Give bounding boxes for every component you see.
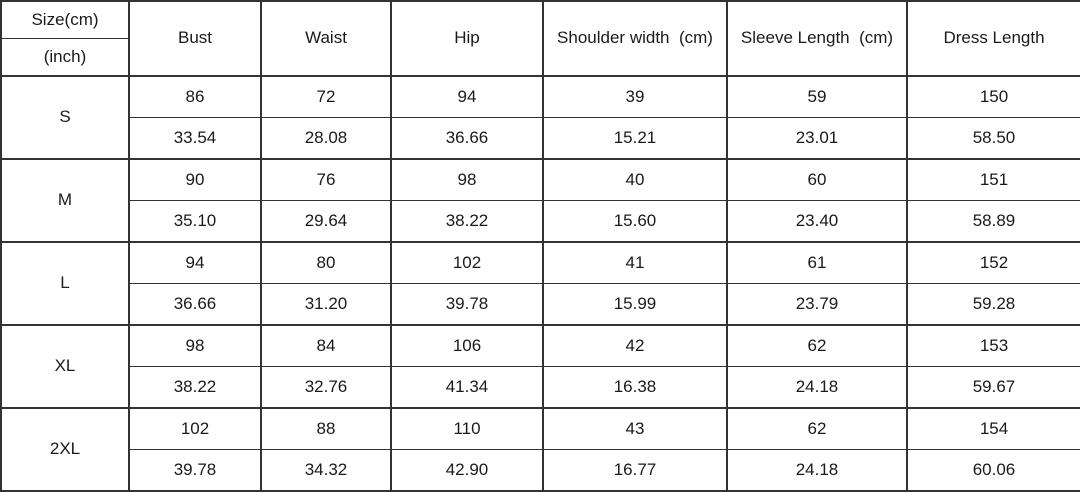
value-cell: 24.18 (727, 366, 907, 408)
value-cell: 41 (543, 242, 727, 284)
table-row (1, 366, 1080, 408)
value-cell: 106 (391, 325, 543, 367)
value-cell: 39.78 (391, 283, 543, 325)
header-size-cm: Size(cm) (1, 1, 129, 38)
value-cell: 29.64 (261, 200, 391, 242)
table-row (1, 76, 1080, 118)
header-size-inch: (inch) (1, 38, 129, 75)
value-cell: 34.32 (261, 449, 391, 491)
size-label: S (1, 76, 129, 159)
value-cell: 38.22 (129, 366, 261, 408)
size-label: 2XL (1, 408, 129, 491)
value-cell: 36.66 (391, 117, 543, 159)
header-waist: Waist (261, 1, 391, 76)
table-row (1, 200, 1080, 242)
value-cell: 38.22 (391, 200, 543, 242)
header-row-top (1, 1, 1080, 38)
value-cell: 31.20 (261, 283, 391, 325)
value-cell: 16.77 (543, 449, 727, 491)
value-cell: 39.78 (129, 449, 261, 491)
value-cell: 94 (129, 242, 261, 284)
size-label: XL (1, 325, 129, 408)
value-cell: 151 (907, 159, 1080, 201)
table-row (1, 283, 1080, 325)
table-row (1, 325, 1080, 367)
value-cell: 36.66 (129, 283, 261, 325)
header-sleeve-length: Sleeve Length (cm) (727, 1, 907, 76)
size-label: L (1, 242, 129, 325)
value-cell: 86 (129, 76, 261, 118)
value-cell: 98 (391, 159, 543, 201)
value-cell: 58.89 (907, 200, 1080, 242)
table-row (1, 408, 1080, 450)
value-cell: 43 (543, 408, 727, 450)
value-cell: 28.08 (261, 117, 391, 159)
value-cell: 40 (543, 159, 727, 201)
value-cell: 42.90 (391, 449, 543, 491)
value-cell: 76 (261, 159, 391, 201)
value-cell: 23.40 (727, 200, 907, 242)
header-shoulder-width: Shoulder width (cm) (543, 1, 727, 76)
value-cell: 59.28 (907, 283, 1080, 325)
value-cell: 33.54 (129, 117, 261, 159)
value-cell: 150 (907, 76, 1080, 118)
table-row (1, 117, 1080, 159)
value-cell: 16.38 (543, 366, 727, 408)
value-cell: 90 (129, 159, 261, 201)
value-cell: 41.34 (391, 366, 543, 408)
value-cell: 153 (907, 325, 1080, 367)
value-cell: 32.76 (261, 366, 391, 408)
header-hip: Hip (391, 1, 543, 76)
value-cell: 15.99 (543, 283, 727, 325)
value-cell: 42 (543, 325, 727, 367)
value-cell: 61 (727, 242, 907, 284)
value-cell: 59 (727, 76, 907, 118)
value-cell: 102 (129, 408, 261, 450)
value-cell: 59.67 (907, 366, 1080, 408)
value-cell: 58.50 (907, 117, 1080, 159)
header-bust: Bust (129, 1, 261, 76)
value-cell: 152 (907, 242, 1080, 284)
value-cell: 60.06 (907, 449, 1080, 491)
value-cell: 102 (391, 242, 543, 284)
value-cell: 88 (261, 408, 391, 450)
value-cell: 23.01 (727, 117, 907, 159)
value-cell: 23.79 (727, 283, 907, 325)
value-cell: 154 (907, 408, 1080, 450)
table-row (1, 159, 1080, 201)
value-cell: 60 (727, 159, 907, 201)
table-row (1, 242, 1080, 284)
value-cell: 110 (391, 408, 543, 450)
value-cell: 15.21 (543, 117, 727, 159)
value-cell: 24.18 (727, 449, 907, 491)
value-cell: 62 (727, 325, 907, 367)
value-cell: 35.10 (129, 200, 261, 242)
value-cell: 98 (129, 325, 261, 367)
table-row (1, 449, 1080, 491)
value-cell: 80 (261, 242, 391, 284)
value-cell: 94 (391, 76, 543, 118)
value-cell: 15.60 (543, 200, 727, 242)
value-cell: 62 (727, 408, 907, 450)
value-cell: 72 (261, 76, 391, 118)
value-cell: 84 (261, 325, 391, 367)
header-dress-length: Dress Length (907, 1, 1080, 76)
value-cell: 39 (543, 76, 727, 118)
size-label: M (1, 159, 129, 242)
